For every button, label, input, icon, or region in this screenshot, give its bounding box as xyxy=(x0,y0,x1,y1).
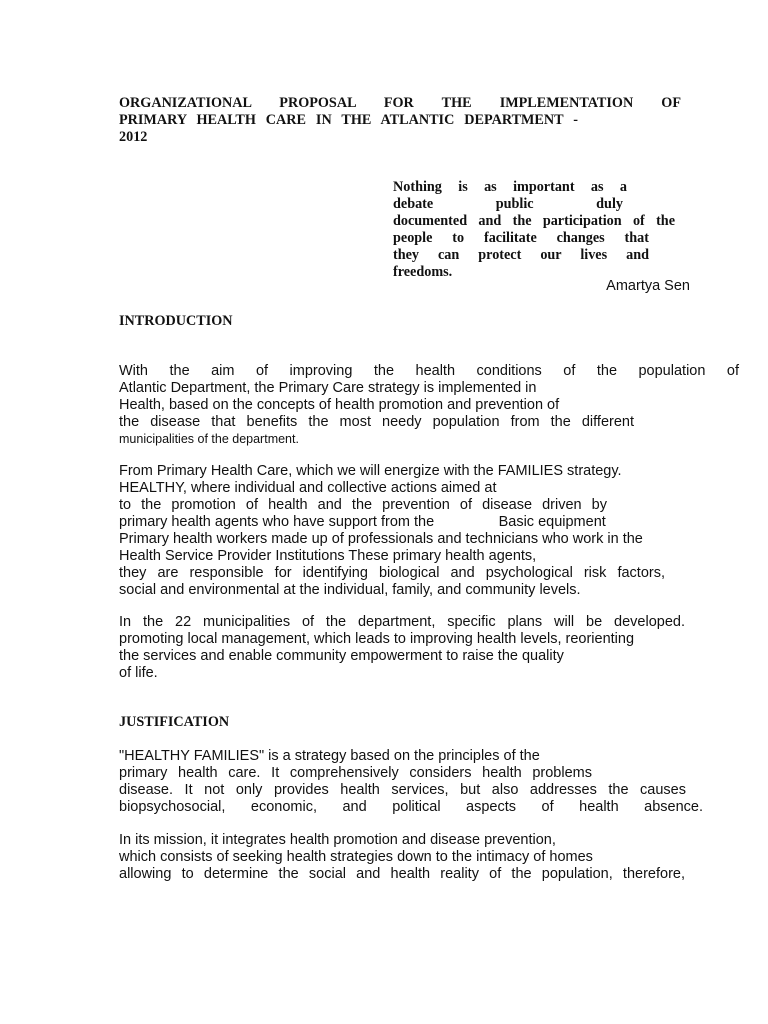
justification-paragraph-1 xyxy=(119,748,703,816)
paragraph-line: With the aim of improving the health conditions of the population of xyxy=(119,363,739,379)
epigraph-line: Nothing is as important as a xyxy=(393,179,627,195)
title-line: 2012 xyxy=(119,129,148,145)
epigraph-quote xyxy=(393,179,675,281)
title-line: ORGANIZATIONAL PROPOSAL FOR THE IMPLEMENTATION OF xyxy=(119,95,681,111)
paragraph-line: biopsychosocial, economic, and political aspects of health absence. xyxy=(119,799,703,815)
paragraph-line: of life. xyxy=(119,665,158,681)
epigraph-line: people to facilitate changes that xyxy=(393,230,649,246)
paragraph-line: Health Service Provider Institutions These primary health agents, xyxy=(119,548,537,564)
paragraph-line: primary health care. It comprehensively considers health problems xyxy=(119,765,592,781)
paragraph-line: to the promotion of health and the prevention of disease driven by xyxy=(119,497,607,513)
paragraph-line: In the 22 municipalities of the department, specific plans will be developed. xyxy=(119,614,685,630)
paragraph-line: Health, based on the concepts of health promotion and prevention of xyxy=(119,397,560,413)
paragraph-line: which consists of seeking health strategies down to the intimacy of homes xyxy=(119,849,593,865)
justification-paragraph-2 xyxy=(119,832,685,883)
epigraph-line: debate public duly xyxy=(393,196,623,212)
paragraph-line: Atlantic Department, the Primary Care strategy is implemented in xyxy=(119,380,537,396)
paragraph-line: From Primary Health Care, which we will energize with the FAMILIES strategy. xyxy=(119,463,622,479)
paragraph-line: social and environmental at the individual, family, and community levels. xyxy=(119,582,581,598)
paragraph-line: "HEALTHY FAMILIES" is a strategy based on the principles of the xyxy=(119,748,540,764)
paragraph-line: In its mission, it integrates health promotion and disease prevention, xyxy=(119,832,556,848)
paragraph-line: the disease that benefits the most needy population from the different xyxy=(119,414,634,430)
epigraph-line: freedoms. xyxy=(393,264,453,280)
justification-heading: JUSTIFICATION xyxy=(119,714,230,730)
introduction-paragraph-3 xyxy=(119,614,685,682)
paragraph-line: the services and enable community empowerment to raise the quality xyxy=(119,648,564,664)
paragraph-line: primary health agents who have support from the Basic equipment xyxy=(119,514,606,530)
introduction-heading: INTRODUCTION xyxy=(119,313,233,329)
paragraph-line: HEALTHY, where individual and collective actions aimed at xyxy=(119,480,497,496)
epigraph-line: they can protect our lives and xyxy=(393,247,649,263)
paragraph-line: they are responsible for identifying biological and psychological risk factors, xyxy=(119,565,665,581)
paragraph-line: promoting local management, which leads to improving health levels, reorienting xyxy=(119,631,635,647)
introduction-paragraph-1 xyxy=(119,363,739,448)
epigraph-author: Amartya Sen xyxy=(606,278,690,294)
paragraph-line: disease. It not only provides health services, but also addresses the causes xyxy=(119,782,686,798)
title-line: PRIMARY HEALTH CARE IN THE ATLANTIC DEPARTMENT - xyxy=(119,112,578,128)
epigraph-line: documented and the participation of the xyxy=(393,213,675,229)
document-title xyxy=(119,95,681,146)
introduction-paragraph-2 xyxy=(119,463,699,599)
paragraph-line: allowing to determine the social and health reality of the population, therefore, xyxy=(119,866,685,882)
paragraph-line: municipalities of the department. xyxy=(119,432,299,446)
paragraph-line: Primary health workers made up of professionals and technicians who work in the xyxy=(119,531,643,547)
